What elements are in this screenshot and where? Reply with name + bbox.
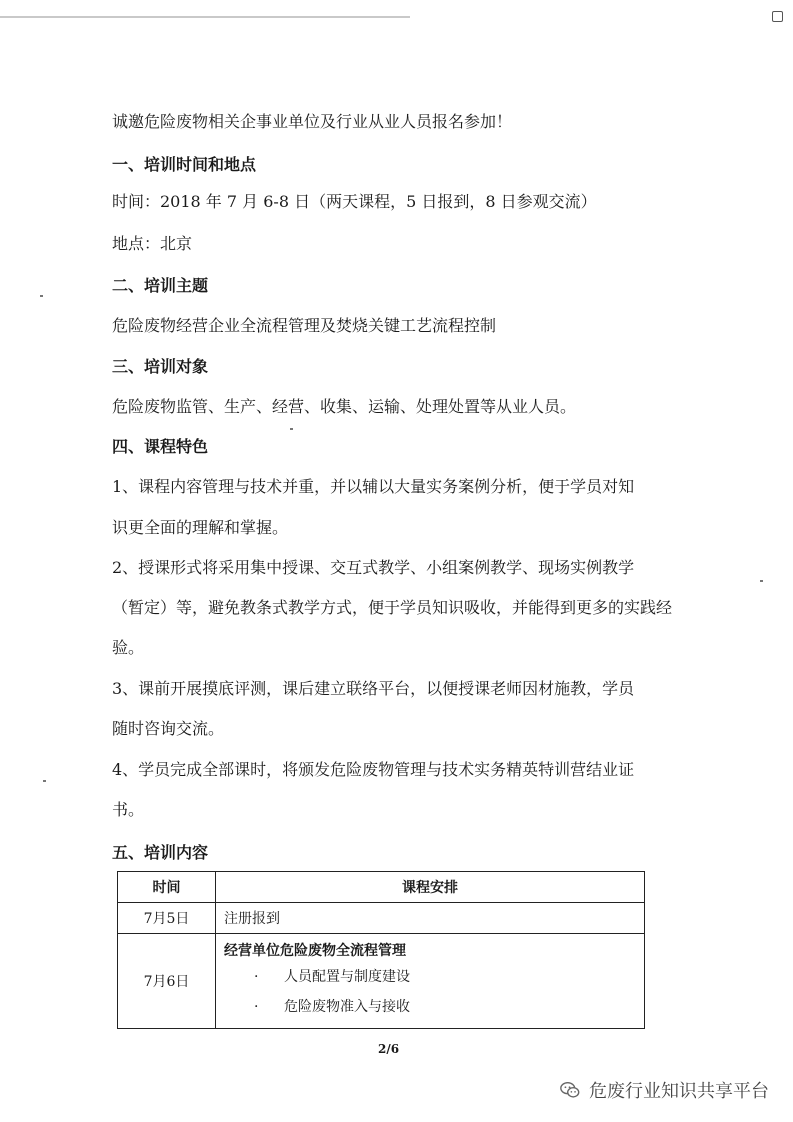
col-time-header: 时间 <box>118 872 216 903</box>
bullet-mark: · <box>254 969 259 985</box>
feature-2-line-1: 2、授课形式将采用集中授课、交互式教学、小组案例教学、现场实例教学 <box>112 558 635 577</box>
feature-2-line-3: 验。 <box>112 638 145 657</box>
scan-speck <box>290 428 293 430</box>
table-header-row <box>118 872 645 903</box>
section3-heading: 三、培训对象 <box>112 357 209 376</box>
feature-4-line-1: 4、学员完成全部课时，将颁发危险废物管理与技术实务精英特训营结业证 <box>112 760 635 779</box>
page-number: 2/6 <box>378 1042 400 1056</box>
wechat-icon <box>559 1079 581 1101</box>
footer-brand-name: 危废行业知识共享平台 <box>589 1081 769 1102</box>
feature-1-line-1: 1、课程内容管理与技术并重，并以辅以大量实务案例分析，便于学员对知 <box>112 477 635 496</box>
feature-1-line-2: 识更全面的理解和掌握。 <box>112 518 289 537</box>
table-row <box>118 934 645 1029</box>
intro-invitation: 诚邀危险废物相关企事业单位及行业从业人员报名参加！ <box>112 112 513 131</box>
list-item <box>224 968 636 986</box>
scan-top-edge <box>0 16 410 18</box>
feature-4-line-2: 书。 <box>112 800 145 819</box>
row-content: 注册报到 <box>216 903 645 934</box>
feature-3-line-1: 3、课前开展摸底评测，课后建立联络平台，以便授课老师因材施教，学员 <box>112 679 635 698</box>
table-row <box>118 903 645 934</box>
scan-speck <box>760 580 763 582</box>
training-audience: 危险废物监管、生产、经营、收集、运输、处理处置等从业人员。 <box>112 397 577 416</box>
footer-watermark <box>559 1077 769 1103</box>
training-place: 地点：北京 <box>112 234 193 253</box>
list-item <box>224 998 636 1016</box>
schedule-table <box>117 871 645 1029</box>
module-title: 经营单位危险废物全流程管理 <box>224 943 406 959</box>
section2-heading: 二、培训主题 <box>112 276 209 295</box>
corner-box-icon <box>772 11 783 22</box>
scan-speck <box>43 780 46 782</box>
scan-speck <box>40 295 43 297</box>
list-item-text: 危险废物准入与接收 <box>284 999 410 1015</box>
bullet-mark: · <box>254 999 259 1015</box>
col-schedule-header: 课程安排 <box>216 872 645 903</box>
training-theme: 危险废物经营企业全流程管理及焚烧关键工艺流程控制 <box>112 316 497 335</box>
section4-heading: 四、课程特色 <box>112 437 209 456</box>
section1-heading: 一、培训时间和地点 <box>112 155 257 174</box>
row-content <box>216 934 645 1029</box>
feature-2-line-2: （暂定）等，避免教条式教学方式，便于学员知识吸收，并能得到更多的实践经 <box>112 598 673 617</box>
training-time: 时间：2018 年 7 月 6-8 日（两天课程，5 日报到，8 日参观交流） <box>112 192 597 211</box>
row-date: 7月6日 <box>118 934 216 1029</box>
row-date: 7月5日 <box>118 903 216 934</box>
feature-3-line-2: 随时咨询交流。 <box>112 719 225 738</box>
section5-heading: 五、培训内容 <box>112 843 209 862</box>
list-item-text: 人员配置与制度建设 <box>284 969 410 985</box>
